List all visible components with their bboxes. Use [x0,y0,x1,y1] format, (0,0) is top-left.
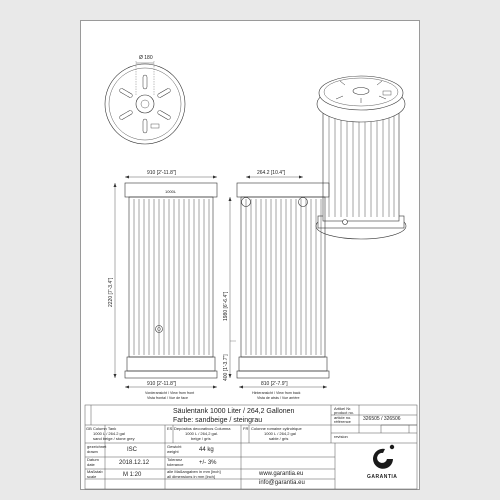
lid-slot [157,110,171,120]
logo-swirl [373,449,393,469]
scale-label-2: scale [87,474,97,479]
perspective-lid-plate [383,91,391,95]
article-number: 326505 / 326506 [363,416,401,422]
dim-arrow [125,386,129,389]
back-base-ring [239,357,327,371]
perspective-view [316,76,406,239]
dim-arrow [239,386,243,389]
back-bottom-width-label: 810 [2'-7.9"] [261,381,288,387]
top-diameter-label: Ø 180 [139,55,153,61]
back-capital [237,183,329,197]
back-plinth [237,371,329,378]
front-bottom-width-label: 910 [2'-11.8"] [147,381,177,387]
dim-arrow [114,183,117,187]
date-label-1: Datum [87,457,99,462]
drawing-subtitle: Farbe: sandbeige / steingrau [173,417,263,424]
tolerance-label-1: Toleranz [167,457,183,462]
article-label-2: product no. [334,410,355,415]
drawing-sheet [80,20,420,490]
dim-arrow [229,197,232,201]
dim-arrow [213,386,217,389]
back-view-caption-1: Hinteransicht / View from back [252,391,301,395]
front-height-label: 2220 [7'-3.4"] [108,277,114,307]
back-view-caption-2: Vista de atrás / Vue arrière [257,396,300,400]
revision-label: revision [334,434,348,439]
front-top-width-label: 910 [2'-11.8"] [147,170,177,176]
dim-arrow [299,176,303,179]
lang-es-line-2: 1000 L / 264,2 gal. [185,431,218,436]
back-top-width-label: 264.2 [10.4"] [257,170,286,176]
email-link[interactable]: info@garantia.eu [259,480,305,486]
back-base-height-label: 400 [1'-3.7"] [223,354,229,381]
back-flutes [246,199,321,355]
dim-arrow [125,176,129,179]
drawn-label-1: gezeichnet [87,444,107,449]
front-view [114,176,218,389]
lid-slot [143,119,147,133]
lang-fr-line-2: 1000 L / 264,2 gal [264,431,296,436]
dim-arrow [246,176,250,179]
article-label-3: article no. [334,415,352,420]
lang-fr-line-1: Colonne romaine cylindrique [251,426,302,431]
lang-en-line-3: sand beige / stone grey [93,436,135,441]
website-link[interactable]: www.garantia.eu [259,471,304,477]
front-shaft [129,197,213,357]
lang-es-line-1: Depósitos decorativos Columna [174,426,231,431]
article-label-1: Artikel Nr. [334,406,352,411]
drawn-label-2: drawn [87,449,98,454]
brand-wordmark: GARANTIA [367,474,398,480]
dim-arrow [114,374,117,378]
perspective-tap [343,220,348,225]
front-view-caption-2: Vista frontal / Vue de face [147,396,188,400]
dim-arrow [213,176,217,179]
back-view [229,176,330,389]
top-view-center-ring [136,95,154,113]
units-note-1: alle Maßangaben in mm [inch] [167,469,221,474]
lid-slot [119,110,133,120]
logo-dot [390,445,394,449]
date-value: 2018.12.12 [119,460,150,466]
top-view [105,61,185,144]
lid-slot [119,88,133,98]
scale-value: M 1:20 [123,472,142,478]
front-base-ring [127,357,215,371]
capacity-mark: 1000L [165,189,177,194]
top-view-inner-rim [109,68,181,140]
front-plinth [125,371,217,378]
weight-label-2: weight [167,449,179,454]
date-label-2: date [87,462,95,467]
weight-label-1: Gewicht [167,444,182,449]
back-height-label: 1980 [6'-6.4"] [223,291,229,321]
lang-code-es: ES [167,426,173,431]
top-view-center-hole [141,100,149,108]
weight-value: 44 kg [199,447,214,453]
perspective-lid-center [353,88,369,95]
back-shaft [241,197,325,357]
garantia-logo-icon [373,445,394,469]
lang-en-line-1: Column Tank [93,426,117,431]
article-label-4: référence [334,419,351,424]
lid-label-plate [151,124,159,128]
drawn-value: ISC [127,447,138,453]
lid-slot [143,75,147,89]
lid-slot [157,88,171,98]
top-view-slots [119,75,171,133]
lang-es-line-3: beige / gris [191,436,211,441]
tolerance-value: +/- 3% [199,460,217,466]
front-view-caption-1: Vorderansicht / View from front [145,391,195,395]
drawing-title: Säulentank 1000 Liter / 264,2 Gallonen [173,408,295,415]
front-flutes [134,199,209,355]
units-note-2: all dimensions in mm [inch] [167,474,216,479]
scale-label-1: Maßstab [87,469,103,474]
lang-en-line-2: 1000 L / 264.2 gal [93,431,125,436]
dim-arrow [323,386,327,389]
lang-fr-line-3: sable / gris [269,436,289,441]
top-view-outer-rim [105,64,185,144]
tolerance-label-2: tolerance [167,462,184,467]
lang-code-fr: FR [243,426,249,431]
lang-code-gb: GB [86,426,92,431]
